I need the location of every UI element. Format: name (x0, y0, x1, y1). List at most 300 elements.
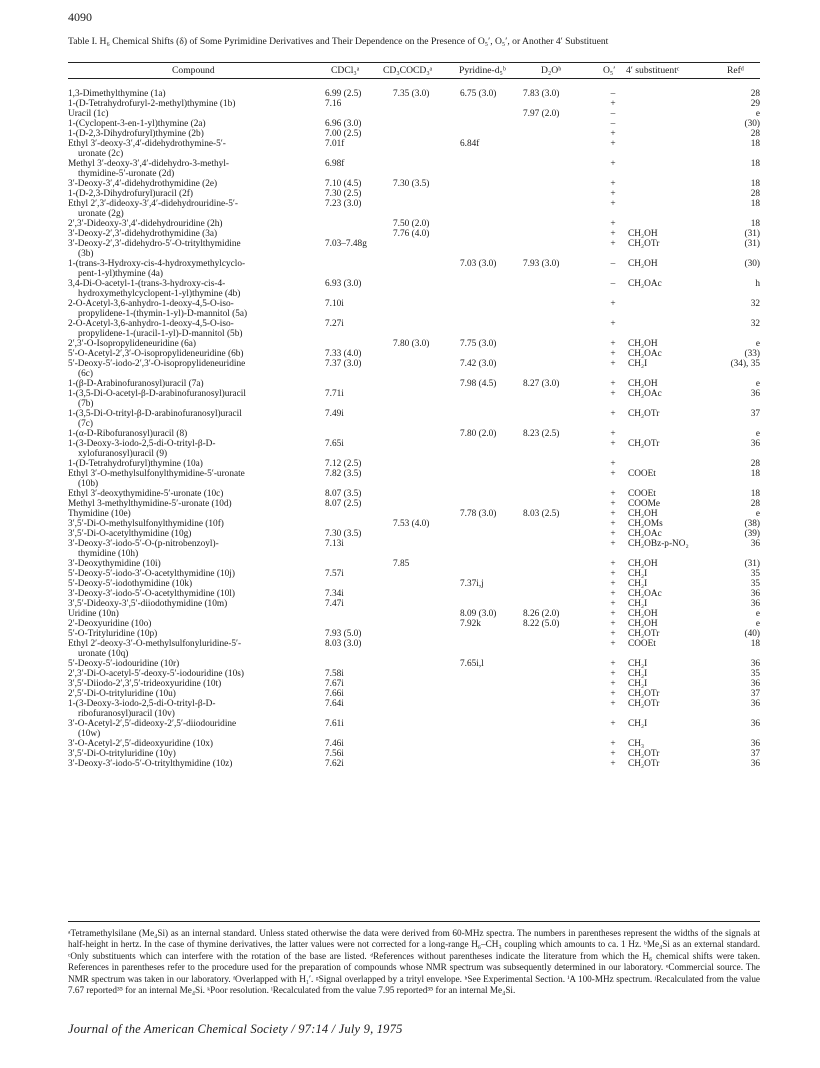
cell-compound (68, 759, 318, 769)
cell-substituent: CH₂I (628, 719, 648, 729)
cell-substituent: CH₂OH (628, 259, 658, 269)
cell-ref: 28 (750, 499, 760, 509)
compound-line: uronate (2g) (78, 209, 124, 219)
cell-compound (68, 489, 318, 499)
cell-pyridine: 7.42 (3.0) (460, 359, 497, 369)
cell-substituent: CH₂I (628, 359, 648, 369)
table-row (68, 529, 760, 539)
table-row (68, 679, 760, 689)
cell-o5: + (610, 409, 616, 419)
compound-line: (10w) (78, 729, 101, 739)
compound-line: 1-(3,5-Di-O-trityl-β-D-arabinofuranosyl)uracil (68, 409, 242, 419)
compound-line: 5′-Deoxy-5′-iodo-3′-O-acetylthymidine (10j) (68, 569, 235, 579)
cell-compound (68, 339, 318, 349)
table-row (68, 279, 760, 299)
cell-compound (68, 349, 318, 359)
cell-compound (68, 599, 318, 609)
cell-cdcl3: 7.57i (325, 569, 344, 579)
cell-o5: + (610, 509, 616, 519)
header-ref: Refᵈ (727, 65, 744, 76)
table-row (68, 359, 760, 379)
cell-substituent: CH₂OBz-p-NO₂ (628, 539, 689, 549)
cell-o5: – (610, 119, 616, 129)
cell-o5: + (610, 749, 616, 759)
compound-line: hydroxymethylcyclopent-1-yl)thymine (4b) (78, 289, 241, 299)
table-row (68, 459, 760, 469)
cell-ref: 28 (750, 189, 760, 199)
compound-line: 5′-O-Trityluridine (10p) (68, 629, 158, 639)
cell-o5: + (610, 429, 616, 439)
rule-bottom (68, 921, 760, 922)
cell-pyridine: 7.92k (460, 619, 481, 629)
compound-line: Methyl 3′-deoxy-3′,4′-didehydro-3-methyl- (68, 159, 230, 169)
cell-o5: – (610, 109, 616, 119)
compound-line: 3′-Deoxy-3′-iodo-5′-O-(p-nitrobenzoyl)- (68, 539, 219, 549)
cell-substituent: CH₂OAc (628, 389, 662, 399)
table-row (68, 159, 760, 179)
compound-line: 3′,5′-Di-O-acetylthymidine (10g) (68, 529, 192, 539)
cell-o5: + (610, 239, 616, 249)
cell-cdcl3: 7.30 (2.5) (325, 189, 362, 199)
compound-line: uronate (10q) (78, 649, 129, 659)
cell-o5: + (610, 689, 616, 699)
cell-compound (68, 99, 318, 109)
cell-o5: + (610, 579, 616, 589)
cell-pyridine: 6.75 (3.0) (460, 89, 497, 99)
cell-compound (68, 459, 318, 469)
cell-compound (68, 109, 318, 119)
cell-compound (68, 509, 318, 519)
cell-compound (68, 279, 318, 299)
cell-pyridine: 7.65i,l (460, 659, 484, 669)
compound-line: xylofuranosyl)uracil (9) (78, 449, 168, 459)
cell-o5: + (610, 469, 616, 479)
cell-compound (68, 529, 318, 539)
compound-line: 1-(D-2,3-Dihydrofuryl)thymine (2b) (68, 129, 204, 139)
cell-ref: 37 (750, 689, 760, 699)
compound-line: propylidene-1-(uracil-1-yl)-D-mannitol (5b) (78, 329, 243, 339)
cell-ref: (30) (744, 119, 760, 129)
cell-pyridine: 8.09 (3.0) (460, 609, 497, 619)
cell-cdcl3: 7.23 (3.0) (325, 199, 362, 209)
cell-cdcl3: 6.93 (3.0) (325, 279, 362, 289)
cell-cdcl3: 7.10i (325, 299, 344, 309)
table-row (68, 589, 760, 599)
cell-ref: h (755, 279, 760, 289)
cell-compound (68, 199, 318, 219)
cell-compound (68, 469, 318, 489)
cell-compound (68, 189, 318, 199)
cell-o5: + (610, 739, 616, 749)
cell-cdcl3: 8.03 (3.0) (325, 639, 362, 649)
compound-line: Uridine (10n) (68, 609, 119, 619)
compound-line: (7c) (78, 419, 93, 429)
cell-substituent: CH₂OTr (628, 689, 660, 699)
compound-line: 3′-Deoxy-3′,4′-didehydrothymidine (2e) (68, 179, 218, 189)
cell-d2o: 7.93 (3.0) (523, 259, 560, 269)
cell-ref: 32 (750, 299, 760, 309)
compound-line: 1-(β-D-Arabinofuranosyl)uracil (7a) (68, 379, 204, 389)
cell-compound (68, 639, 318, 659)
cell-o5: + (610, 609, 616, 619)
compound-line: 2′,5′-Di-O-trityluridine (10u) (68, 689, 176, 699)
cell-o5: + (610, 339, 616, 349)
cell-ref: 36 (750, 759, 760, 769)
compound-line: Ethyl 2′-deoxy-3′-O-methylsulfonyluridine-5′- (68, 639, 242, 649)
cell-pyridine: 7.75 (3.0) (460, 339, 497, 349)
cell-cdcl3: 7.46i (325, 739, 344, 749)
cell-cdcl3: 7.93 (5.0) (325, 629, 362, 639)
cell-cdcl3: 7.34i (325, 589, 344, 599)
table-row (68, 599, 760, 609)
page-number: 4090 (68, 10, 92, 24)
compound-line: Ethyl 3′-deoxy-3′,4′-didehydrothymine-5′- (68, 139, 226, 149)
cell-cdcl3: 7.00 (2.5) (325, 129, 362, 139)
cell-cdcl3: 6.99 (2.5) (325, 89, 362, 99)
cell-o5: + (610, 589, 616, 599)
compound-line: pent-1-yl)thymine (4a) (78, 269, 163, 279)
compound-line: 3′-Deoxy-2′,3′-didehydro-5′-O-tritylthymidine (68, 239, 241, 249)
cell-ref: 35 (750, 569, 760, 579)
footnotes: ᵃTetramethylsilane (Me₄Si) as an internal standard. Unless stated otherwise the data were derived from 60-MHz spectra. The numbers in parentheses represent the widths of the signals at half-height in hertz. In the case of thymine derivatives, the latter values were not corrected for a long-range H₆–CH₃ coupling which amounts to ca. 1 Hz. ᵇMe₄Si as an external standard. ᶜOnly substituents which can interfere with the rotation of the base are listed. ᵈReferences without parentheses indicate the literature from which the H₆ chemical shifts were taken. References in parentheses refer to the procedure used for the preparation of compounds whose NMR spectrum was subsequently determined in our laboratory. ᵉCommercial source. The NMR spectrum was taken in our laboratory. ᶠOverlapped with H₁′. ᵍSignal overlapped by a trityl envelope. ʰSee Experimental Section. ⁱA 100-MHz spectrum. ʲRecalculated from the value 7.67 reported³⁵ for an internal Me₄Si. ᵏPoor resolution. ˡRecalculated from the value 7.95 reported³⁵ for an internal Me₄Si. (68, 928, 760, 996)
compound-line: 3′-O-Acetyl-2′,5′-dideoxyuridine (10x) (68, 739, 213, 749)
header-acetone: CD₃COCD₃ᵃ (383, 65, 433, 76)
table-row (68, 749, 760, 759)
cell-ref: e (755, 379, 760, 389)
compound-line: propylidene-1-(thymin-1-yl)-D-mannitol (5a) (78, 309, 248, 319)
cell-substituent: CH₃ (628, 739, 645, 749)
cell-o5: + (610, 189, 616, 199)
cell-acetone: 7.53 (4.0) (393, 519, 430, 529)
table-row (68, 429, 760, 439)
cell-compound (68, 389, 318, 409)
compound-line: 3,4-Di-O-acetyl-1-(trans-3-hydroxy-cis-4- (68, 279, 226, 289)
cell-compound (68, 519, 318, 529)
cell-substituent: CH₂OTr (628, 409, 660, 419)
cell-cdcl3: 7.82 (3.5) (325, 469, 362, 479)
table-row (68, 229, 760, 239)
table-row (68, 319, 760, 339)
cell-substituent: CH₂OH (628, 509, 658, 519)
cell-substituent: CH₂OH (628, 379, 658, 389)
cell-ref: 18 (750, 199, 760, 209)
cell-o5: + (610, 679, 616, 689)
cell-compound (68, 579, 318, 589)
compound-line: 1-(3,5-Di-O-acetyl-β-D-arabinofuranosyl)uracil (68, 389, 246, 399)
cell-ref: 18 (750, 639, 760, 649)
cell-ref: (39) (744, 529, 760, 539)
compound-line: 2′,3′-Di-O-acetyl-5′-deoxy-5′-iodouridine (10s) (68, 669, 244, 679)
cell-cdcl3: 7.61i (325, 719, 344, 729)
cell-compound (68, 719, 318, 739)
compound-line: Ethyl 2′,3′-dideoxy-3′,4′-didehydrouridine-5′- (68, 199, 238, 209)
cell-ref: (31) (744, 239, 760, 249)
compound-line: thymidine (10h) (78, 549, 139, 559)
compound-line: (6c) (78, 369, 93, 379)
cell-compound (68, 139, 318, 159)
cell-pyridine: 7.78 (3.0) (460, 509, 497, 519)
cell-d2o: 8.27 (3.0) (523, 379, 560, 389)
cell-o5: + (610, 619, 616, 629)
cell-substituent: CH₂I (628, 579, 648, 589)
cell-cdcl3: 7.67i (325, 679, 344, 689)
cell-acetone: 7.80 (3.0) (393, 339, 430, 349)
compound-line: 3′-Deoxy-3′-iodo-5′-O-tritylthymidine (10z) (68, 759, 233, 769)
table-row (68, 119, 760, 129)
cell-o5: + (610, 439, 616, 449)
cell-ref: (31) (744, 229, 760, 239)
cell-ref: 36 (750, 539, 760, 549)
table-row (68, 639, 760, 659)
cell-compound (68, 749, 318, 759)
compound-line: 2-O-Acetyl-3,6-anhydro-1-deoxy-4,5-O-iso- (68, 319, 234, 329)
cell-o5: + (610, 219, 616, 229)
cell-o5: + (610, 669, 616, 679)
compound-line: 2′,3′-Dideoxy-3′,4′-didehydrouridine (2h) (68, 219, 223, 229)
compound-line: 1-(Cyclopent-3-en-1-yl)thymine (2a) (68, 119, 206, 129)
compound-line: ribofuranosyl)uracil (10v) (78, 709, 175, 719)
compound-line: 5′-Deoxy-5′-iodouridine (10r) (68, 659, 180, 669)
table-row (68, 129, 760, 139)
cell-acetone: 7.76 (4.0) (393, 229, 430, 239)
table-row (68, 699, 760, 719)
cell-o5: + (610, 599, 616, 609)
cell-o5: – (610, 279, 616, 289)
cell-cdcl3: 6.96 (3.0) (325, 119, 362, 129)
cell-substituent: CH₂OH (628, 609, 658, 619)
compound-line: 1-(D-Tetrahydrofuryl-2-methyl)thymine (1b) (68, 99, 236, 109)
cell-compound (68, 659, 318, 669)
cell-substituent: CH₂OTr (628, 439, 660, 449)
cell-compound (68, 699, 318, 719)
cell-o5: + (610, 499, 616, 509)
table-row (68, 219, 760, 229)
table-row (68, 519, 760, 529)
cell-compound (68, 179, 318, 189)
cell-substituent: CH₂OAc (628, 589, 662, 599)
cell-substituent: CH₂OMs (628, 519, 663, 529)
table-row (68, 139, 760, 159)
compound-line: (7b) (78, 399, 94, 409)
cell-ref: 36 (750, 599, 760, 609)
cell-cdcl3: 7.30 (3.5) (325, 529, 362, 539)
table-row (68, 199, 760, 219)
compound-line: 3′-Deoxythymidine (10i) (68, 559, 161, 569)
cell-o5: + (610, 129, 616, 139)
cell-o5: + (610, 639, 616, 649)
cell-cdcl3: 6.98f (325, 159, 345, 169)
header-o5: O₅′ (603, 65, 616, 76)
rule-top (68, 62, 760, 63)
cell-ref: 36 (750, 589, 760, 599)
compound-line: (10b) (78, 479, 99, 489)
cell-cdcl3: 7.65i (325, 439, 344, 449)
cell-ref: (30) (744, 259, 760, 269)
table-row (68, 739, 760, 749)
cell-substituent: CH₂OTr (628, 629, 660, 639)
cell-o5: – (610, 89, 616, 99)
cell-compound (68, 689, 318, 699)
cell-compound (68, 429, 318, 439)
cell-o5: + (610, 539, 616, 549)
cell-o5: + (610, 389, 616, 399)
cell-substituent: COOEt (628, 469, 656, 479)
cell-ref: 35 (750, 669, 760, 679)
table-row (68, 379, 760, 389)
cell-compound (68, 679, 318, 689)
cell-ref: 28 (750, 459, 760, 469)
table-row (68, 469, 760, 489)
cell-ref: 36 (750, 439, 760, 449)
compound-line: 3′-O-Acetyl-2′,5′-dideoxy-2′,5′-diiodouridine (68, 719, 237, 729)
cell-ref: 36 (750, 679, 760, 689)
compound-line: Ethyl 3′-deoxythymidine-5′-uronate (10c) (68, 489, 224, 499)
cell-cdcl3: 7.64i (325, 699, 344, 709)
cell-o5: + (610, 99, 616, 109)
cell-compound (68, 619, 318, 629)
cell-cdcl3: 7.56i (325, 749, 344, 759)
header-cdcl3: CDCl₃ᵃ (331, 65, 360, 76)
cell-compound (68, 409, 318, 429)
cell-pyridine: 6.84f (460, 139, 480, 149)
cell-substituent: CH₂I (628, 679, 648, 689)
cell-o5: + (610, 299, 616, 309)
table-row (68, 389, 760, 409)
compound-line: 3′,5′-Diiodo-2′,3′,5′-trideoxyuridine (10t) (68, 679, 222, 689)
cell-substituent: COOEt (628, 639, 656, 649)
table-row (68, 349, 760, 359)
rule-header (68, 78, 760, 79)
table-row (68, 569, 760, 579)
cell-o5: + (610, 519, 616, 529)
table-row (68, 669, 760, 679)
compound-line: 2-O-Acetyl-3,6-anhydro-1-deoxy-4,5-O-iso- (68, 299, 234, 309)
cell-cdcl3: 7.66i (325, 689, 344, 699)
compound-line: thymidine-5′-uronate (2d) (78, 169, 175, 179)
cell-compound (68, 219, 318, 229)
cell-ref: e (755, 509, 760, 519)
cell-ref: e (755, 609, 760, 619)
cell-cdcl3: 7.16 (325, 99, 342, 109)
cell-compound (68, 569, 318, 579)
compound-line: 1-(D-Tetrahydrofuryl)thymine (10a) (68, 459, 203, 469)
cell-compound (68, 299, 318, 319)
cell-substituent: CH₂OAc (628, 349, 662, 359)
cell-ref: 36 (750, 719, 760, 729)
cell-ref: e (755, 619, 760, 629)
cell-d2o: 8.22 (5.0) (523, 619, 560, 629)
compound-line: 3′,5′-Dideoxy-3′,5′-diiodothymidine (10m) (68, 599, 228, 609)
table-row (68, 629, 760, 639)
compound-line: 1-(α-D-Ribofuranosyl)uracil (8) (68, 429, 188, 439)
cell-o5: + (610, 199, 616, 209)
cell-compound (68, 559, 318, 569)
cell-acetone: 7.85 (393, 559, 410, 569)
table-row (68, 579, 760, 589)
cell-o5: + (610, 359, 616, 369)
cell-pyridine: 7.98 (4.5) (460, 379, 497, 389)
table-row (68, 109, 760, 119)
cell-substituent: CH₂I (628, 599, 648, 609)
compound-line: 3′-Deoxy-2′,3′-didehydrothymidine (3a) (68, 229, 218, 239)
header-substituent: 4′ substituentᶜ (626, 65, 680, 76)
cell-substituent: CH₂OTr (628, 239, 660, 249)
compound-line: uronate (2c) (78, 149, 124, 159)
cell-cdcl3: 7.62i (325, 759, 344, 769)
cell-ref: 36 (750, 739, 760, 749)
table-row (68, 189, 760, 199)
cell-ref: 35 (750, 579, 760, 589)
table-row (68, 259, 760, 279)
cell-cdcl3: 7.12 (2.5) (325, 459, 362, 469)
cell-o5: + (610, 719, 616, 729)
cell-substituent: CH₂OAc (628, 529, 662, 539)
table-row (68, 509, 760, 519)
cell-compound (68, 629, 318, 639)
cell-compound (68, 539, 318, 559)
cell-compound (68, 609, 318, 619)
table-row (68, 619, 760, 629)
compound-line: 3′-Deoxy-3′-iodo-5′-O-acetylthymidine (10l) (68, 589, 235, 599)
cell-o5: + (610, 659, 616, 669)
cell-ref: 28 (750, 129, 760, 139)
cell-compound (68, 669, 318, 679)
cell-o5: + (610, 759, 616, 769)
table-caption: Table I. H₆ Chemical Shifts (δ) of Some Pyrimidine Derivatives and Their Dependence on the Presence of O₅′, O₅′, or Another 4′ Substituent (68, 36, 609, 47)
cell-cdcl3: 7.13i (325, 539, 344, 549)
cell-compound (68, 239, 318, 259)
cell-o5: + (610, 349, 616, 359)
compound-line: (3b) (78, 249, 94, 259)
cell-substituent: CH₂I (628, 659, 648, 669)
cell-compound (68, 439, 318, 459)
cell-compound (68, 379, 318, 389)
compound-line: 1-(D-2,3-Dihydrofuryl)uracil (2f) (68, 189, 193, 199)
table-row (68, 759, 760, 769)
cell-substituent: CH₂OTr (628, 749, 660, 759)
cell-o5: – (610, 259, 616, 269)
cell-o5: + (610, 529, 616, 539)
cell-compound (68, 589, 318, 599)
table-row (68, 689, 760, 699)
cell-o5: + (610, 319, 616, 329)
cell-pyridine: 7.80 (2.0) (460, 429, 497, 439)
cell-o5: + (610, 489, 616, 499)
compound-line: 1-(3-Deoxy-3-iodo-2,5-di-O-trityl-β-D- (68, 439, 216, 449)
header-d2o: D₂Oᵇ (541, 65, 562, 76)
cell-ref: 36 (750, 699, 760, 709)
cell-ref: 32 (750, 319, 760, 329)
cell-o5: + (610, 569, 616, 579)
compound-line: Methyl 3-methylthymidine-5′-uronate (10d) (68, 499, 232, 509)
cell-compound (68, 739, 318, 749)
cell-acetone: 7.50 (2.0) (393, 219, 430, 229)
cell-compound (68, 259, 318, 279)
compound-line: 3′,5′-Di-O-trityluridine (10y) (68, 749, 176, 759)
cell-compound (68, 359, 318, 379)
compound-line: 1,3-Dimethylthymine (1a) (68, 89, 166, 99)
compound-line: 3′,5′-Di-O-methylsulfonylthymidine (10f) (68, 519, 224, 529)
cell-substituent: CH₂I (628, 669, 648, 679)
cell-d2o: 8.03 (2.5) (523, 509, 560, 519)
compound-line: 1-(trans-3-Hydroxy-cis-4-hydroxymethylcyclo- (68, 259, 246, 269)
cell-o5: + (610, 559, 616, 569)
cell-pyridine: 7.03 (3.0) (460, 259, 497, 269)
cell-o5: + (610, 379, 616, 389)
table-row (68, 539, 760, 559)
cell-substituent: CH₂OH (628, 559, 658, 569)
compound-line: 5′-Deoxy-5′-iodothymidine (10k) (68, 579, 193, 589)
